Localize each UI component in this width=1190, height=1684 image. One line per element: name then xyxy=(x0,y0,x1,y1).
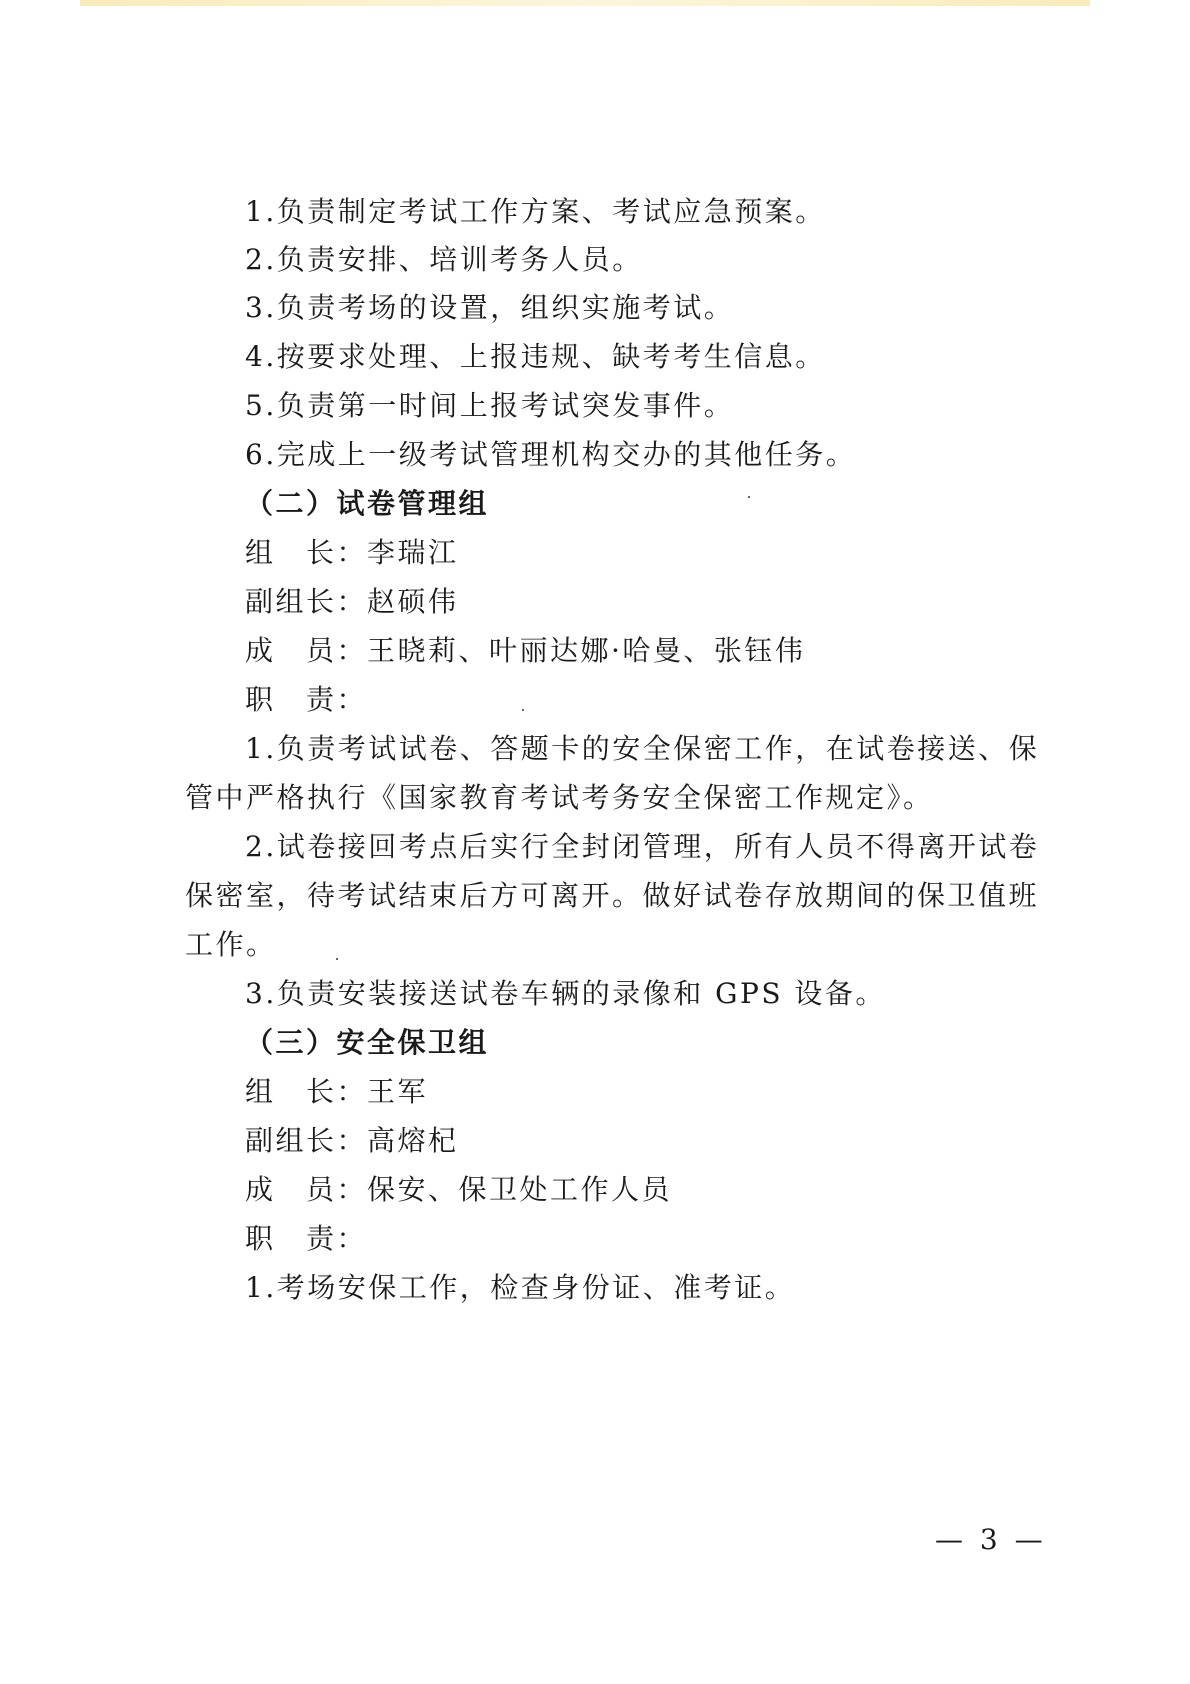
duties-label: 职 责： xyxy=(245,683,368,716)
duty-item: 6.完成上一级考试管理机构交办的其他任务。 xyxy=(245,438,857,471)
duty-item: 3.负责考场的设置，组织实施考试。 xyxy=(245,291,735,324)
group-deputy: 副组长：高熔杞 xyxy=(245,1124,459,1157)
duty-paragraph-line: 管中严格执行《国家教育考试考务安全保密工作规定》。 xyxy=(185,781,934,814)
duties-label: 职 责： xyxy=(245,1222,368,1255)
duty-paragraph-line: 工作。 xyxy=(185,928,277,961)
duty-paragraph-line: 1.负责考试试卷、答题卡的安全保密工作，在试卷接送、保 xyxy=(245,732,1040,765)
scan-speck xyxy=(336,958,338,960)
group-deputy: 副组长：赵硕伟 xyxy=(245,585,459,618)
group-members: 成 员：保安、保卫处工作人员 xyxy=(245,1173,673,1206)
duty-paragraph-line: 保密室，待考试结束后方可离开。做好试卷存放期间的保卫值班 xyxy=(185,879,1040,912)
scan-speck xyxy=(522,709,524,711)
duty-item: 2.负责安排、培训考务人员。 xyxy=(245,243,643,276)
duty-paragraph-line: 2.试卷接回考点后实行全封闭管理，所有人员不得离开试卷 xyxy=(245,830,1040,863)
group-leader: 组 长：王军 xyxy=(245,1075,429,1108)
duty-item: 4.按要求处理、上报违规、缺考考生信息。 xyxy=(245,340,826,373)
duty-item: 3.负责安装接送试卷车辆的录像和 GPS 设备。 xyxy=(245,977,886,1010)
duty-item: 1.考场安保工作，检查身份证、准考证。 xyxy=(245,1271,796,1304)
group-members: 成 员：王晓莉、叶丽达娜·哈曼、张钰伟 xyxy=(245,634,806,667)
group-leader: 组 长：李瑞江 xyxy=(245,536,459,569)
duty-item: 1.负责制定考试工作方案、考试应急预案。 xyxy=(245,195,826,228)
section-heading: （二）试卷管理组 xyxy=(245,487,490,520)
page-number: — 3 — xyxy=(935,1523,1047,1556)
scan-speck xyxy=(748,496,750,498)
duty-item: 5.负责第一时间上报考试突发事件。 xyxy=(245,389,735,422)
section-heading: （三）安全保卫组 xyxy=(245,1026,490,1059)
